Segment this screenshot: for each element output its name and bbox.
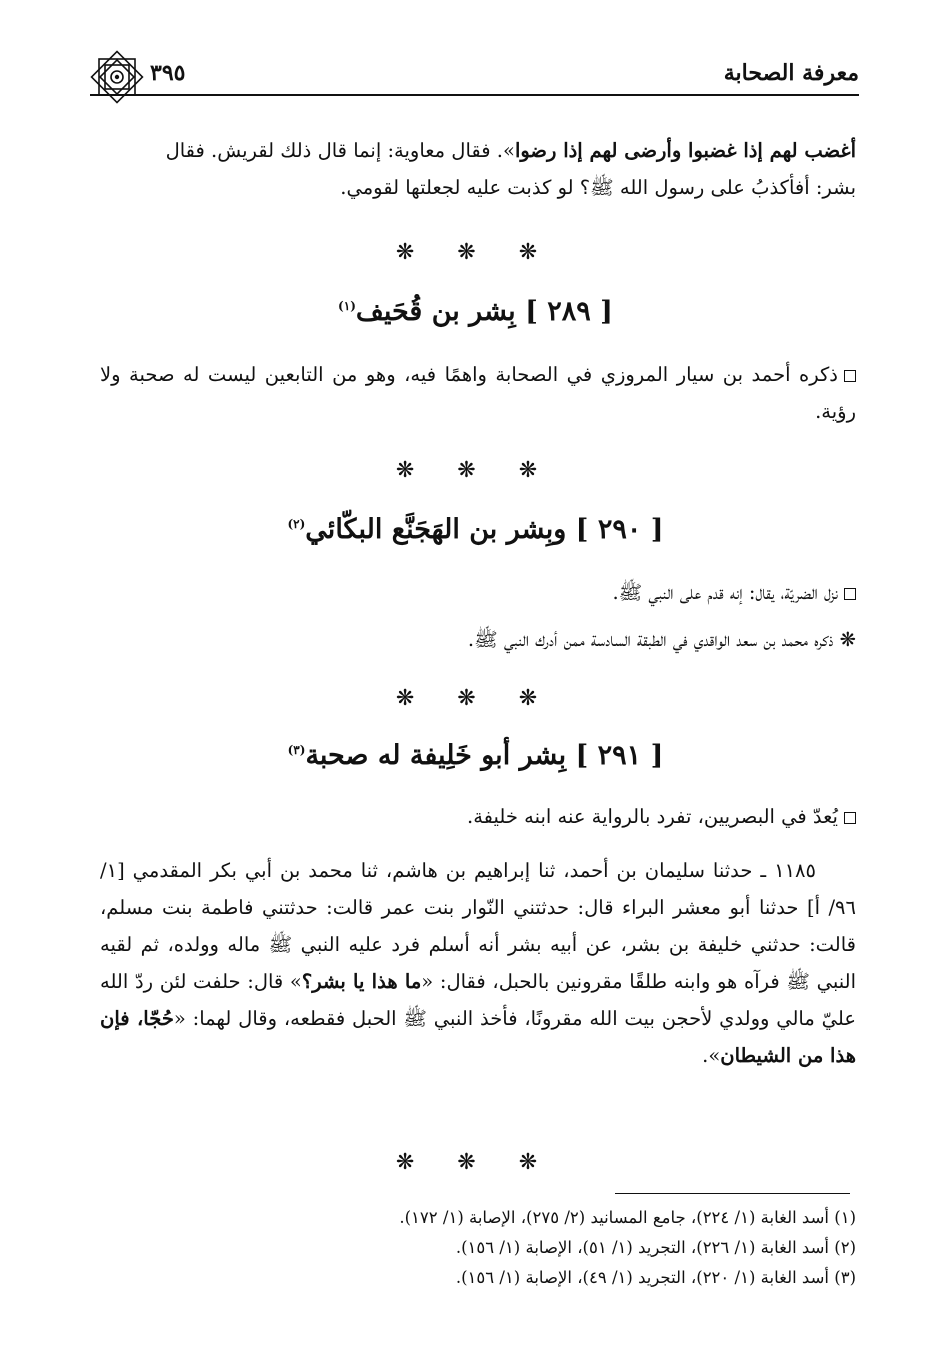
intro-line1-rest: ». فقال معاوية: إنما قال ذلك لقريش. فقال — [165, 139, 515, 162]
square-bullet-icon — [844, 370, 856, 382]
entry-heading-291 — [0, 740, 951, 771]
hadith-quote: حُجّا، فإن هذا من الشيطان — [100, 1007, 856, 1067]
intro-quote: أغضب لهم إذا غضبوا وأرضى لهم إذا رضوا — [514, 139, 856, 162]
separator-stars: ❋ ❋ ❋ — [395, 686, 556, 711]
separator-stars: ❋ ❋ ❋ — [395, 1150, 556, 1175]
page-number: ٣٩٥ — [150, 60, 186, 86]
intro-paragraph — [100, 132, 856, 206]
footnote-ref: (٣) — [287, 743, 306, 757]
entry-heading-290 — [0, 514, 951, 545]
hadith-paragraph — [100, 852, 856, 1074]
entry-title: [ ٢٨٩ ] بِشر بن قُحَيف — [355, 296, 613, 327]
hadith-text: ١١٨٥ ـ حدثنا سليمان بن أحمد، ثنا إبراهيم بن هاشم، ثنا محمد بن أبي بكر المقدمي [١/ ٩٦/ أ] حدثنا أبو معشر البراء قال: حدثتني النّوار بنت عمر قالت: حدثتني فاطمة بنت مسلم، قالت: حدثني خليفة بن بشر، عن أبيه بشر أنه أسلم فرد عليه النبي ﷺ ماله وولده، ثم لقيه النبي ﷺ فرآه هو وابنه طلقًا مقرونين بالحبل، فقال: « — [100, 859, 856, 993]
entry-text: نزل الضريّة، يقال: إنه قدم على النبي ﷺ. — [612, 581, 838, 604]
entry-body-289 — [100, 356, 856, 430]
square-bullet-icon — [844, 588, 856, 600]
hadith-text: ». — [702, 1044, 721, 1067]
intro-line2: بشر: أفأكذبُ على رسول الله ﷺ؟ لو كذبت عليه لجعلتها لقومي. — [340, 176, 856, 199]
footnote-rule — [615, 1193, 850, 1194]
running-title: معرفة الصحابة — [723, 60, 859, 86]
separator-stars: ❋ ❋ ❋ — [395, 240, 556, 265]
entry-title: [ ٢٩٠ ] وبِشر بن الهَجَنَّع البكّائي — [305, 514, 664, 545]
page-header — [90, 56, 859, 96]
footnote-3: (٣) أسد الغابة (١/ ٢٢٠)، التجريد (١/ ٤٩)، الإصابة (١/ ١٥٦). — [455, 1268, 856, 1287]
entry-text: يُعدّ في البصريين، تفرد بالرواية عنه ابنه خليفة. — [467, 805, 838, 828]
footnote-1: (١) أسد الغابة (١/ ٢٢٤)، جامع المسانيد (٢/ ٢٧٥)، الإصابة (١/ ١٧٢). — [399, 1208, 856, 1227]
square-bullet-icon — [844, 812, 856, 824]
separator-stars: ❋ ❋ ❋ — [395, 458, 556, 483]
hadith-text: » قال: حلفت لئن ردّ الله عليّ مالي وولدي لأحجن بيت الله مقرونًا، فأخذ النبي ﷺ الحبل فقطعه، وقال لهما: « — [100, 970, 856, 1030]
entry-body-291 — [100, 798, 856, 835]
footnote-ref: (٢) — [287, 517, 306, 531]
entry-title: [ ٢٩١ ] بِشر أبو خَلِيفة له صحبة — [305, 740, 664, 771]
entry-heading-289 — [0, 296, 951, 327]
hadith-quote: ما هذا يا بشر؟ — [301, 970, 422, 993]
octagram-ornament-icon — [88, 48, 146, 106]
footnote-ref: (١) — [338, 299, 356, 313]
entry-text: ذكره أحمد بن سيار المروزي في الصحابة واهمًا فيه، وهو من التابعين ليست له صحبة ولا رؤية. — [100, 363, 856, 423]
entry-body-290 — [100, 574, 856, 658]
header-rule — [90, 94, 859, 96]
footnote-2: (٢) أسد الغابة (١/ ٢٢٦)، التجريد (١/ ٥١)، الإصابة (١/ ١٥٦). — [455, 1238, 856, 1257]
footnotes — [200, 1203, 856, 1293]
entry-text: ❋ ذكره محمد بن سعد الواقدي في الطبقة السادسة ممن أدرك النبي ﷺ. — [467, 628, 856, 651]
